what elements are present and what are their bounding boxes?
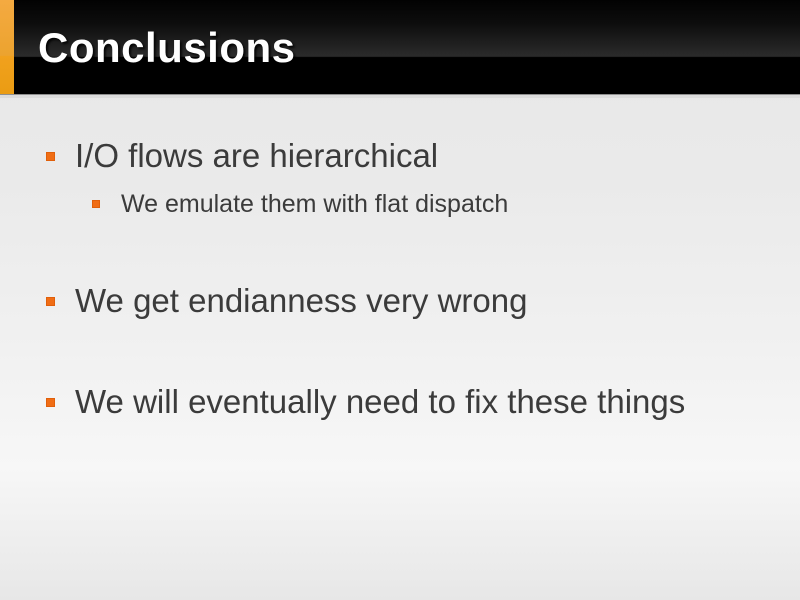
bullet-item — [46, 136, 438, 176]
square-bullet-icon — [46, 297, 55, 306]
slide-title: Conclusions — [38, 24, 296, 71]
bullet-item — [46, 382, 685, 422]
square-bullet-icon — [46, 398, 55, 407]
bullet-text: I/O flows are hierarchical — [75, 137, 439, 174]
sub-bullet-text: We emulate them with flat dispatch — [121, 190, 509, 218]
bullet-text: We get endianness very wrong — [75, 282, 528, 319]
bullet-text: We will eventually need to fix these things — [75, 383, 686, 420]
accent-stripe — [0, 0, 14, 94]
sub-bullet-item — [92, 189, 508, 219]
square-bullet-icon — [46, 152, 55, 161]
square-bullet-icon — [92, 200, 100, 208]
slide-header — [0, 0, 800, 95]
bullet-item — [46, 281, 527, 321]
